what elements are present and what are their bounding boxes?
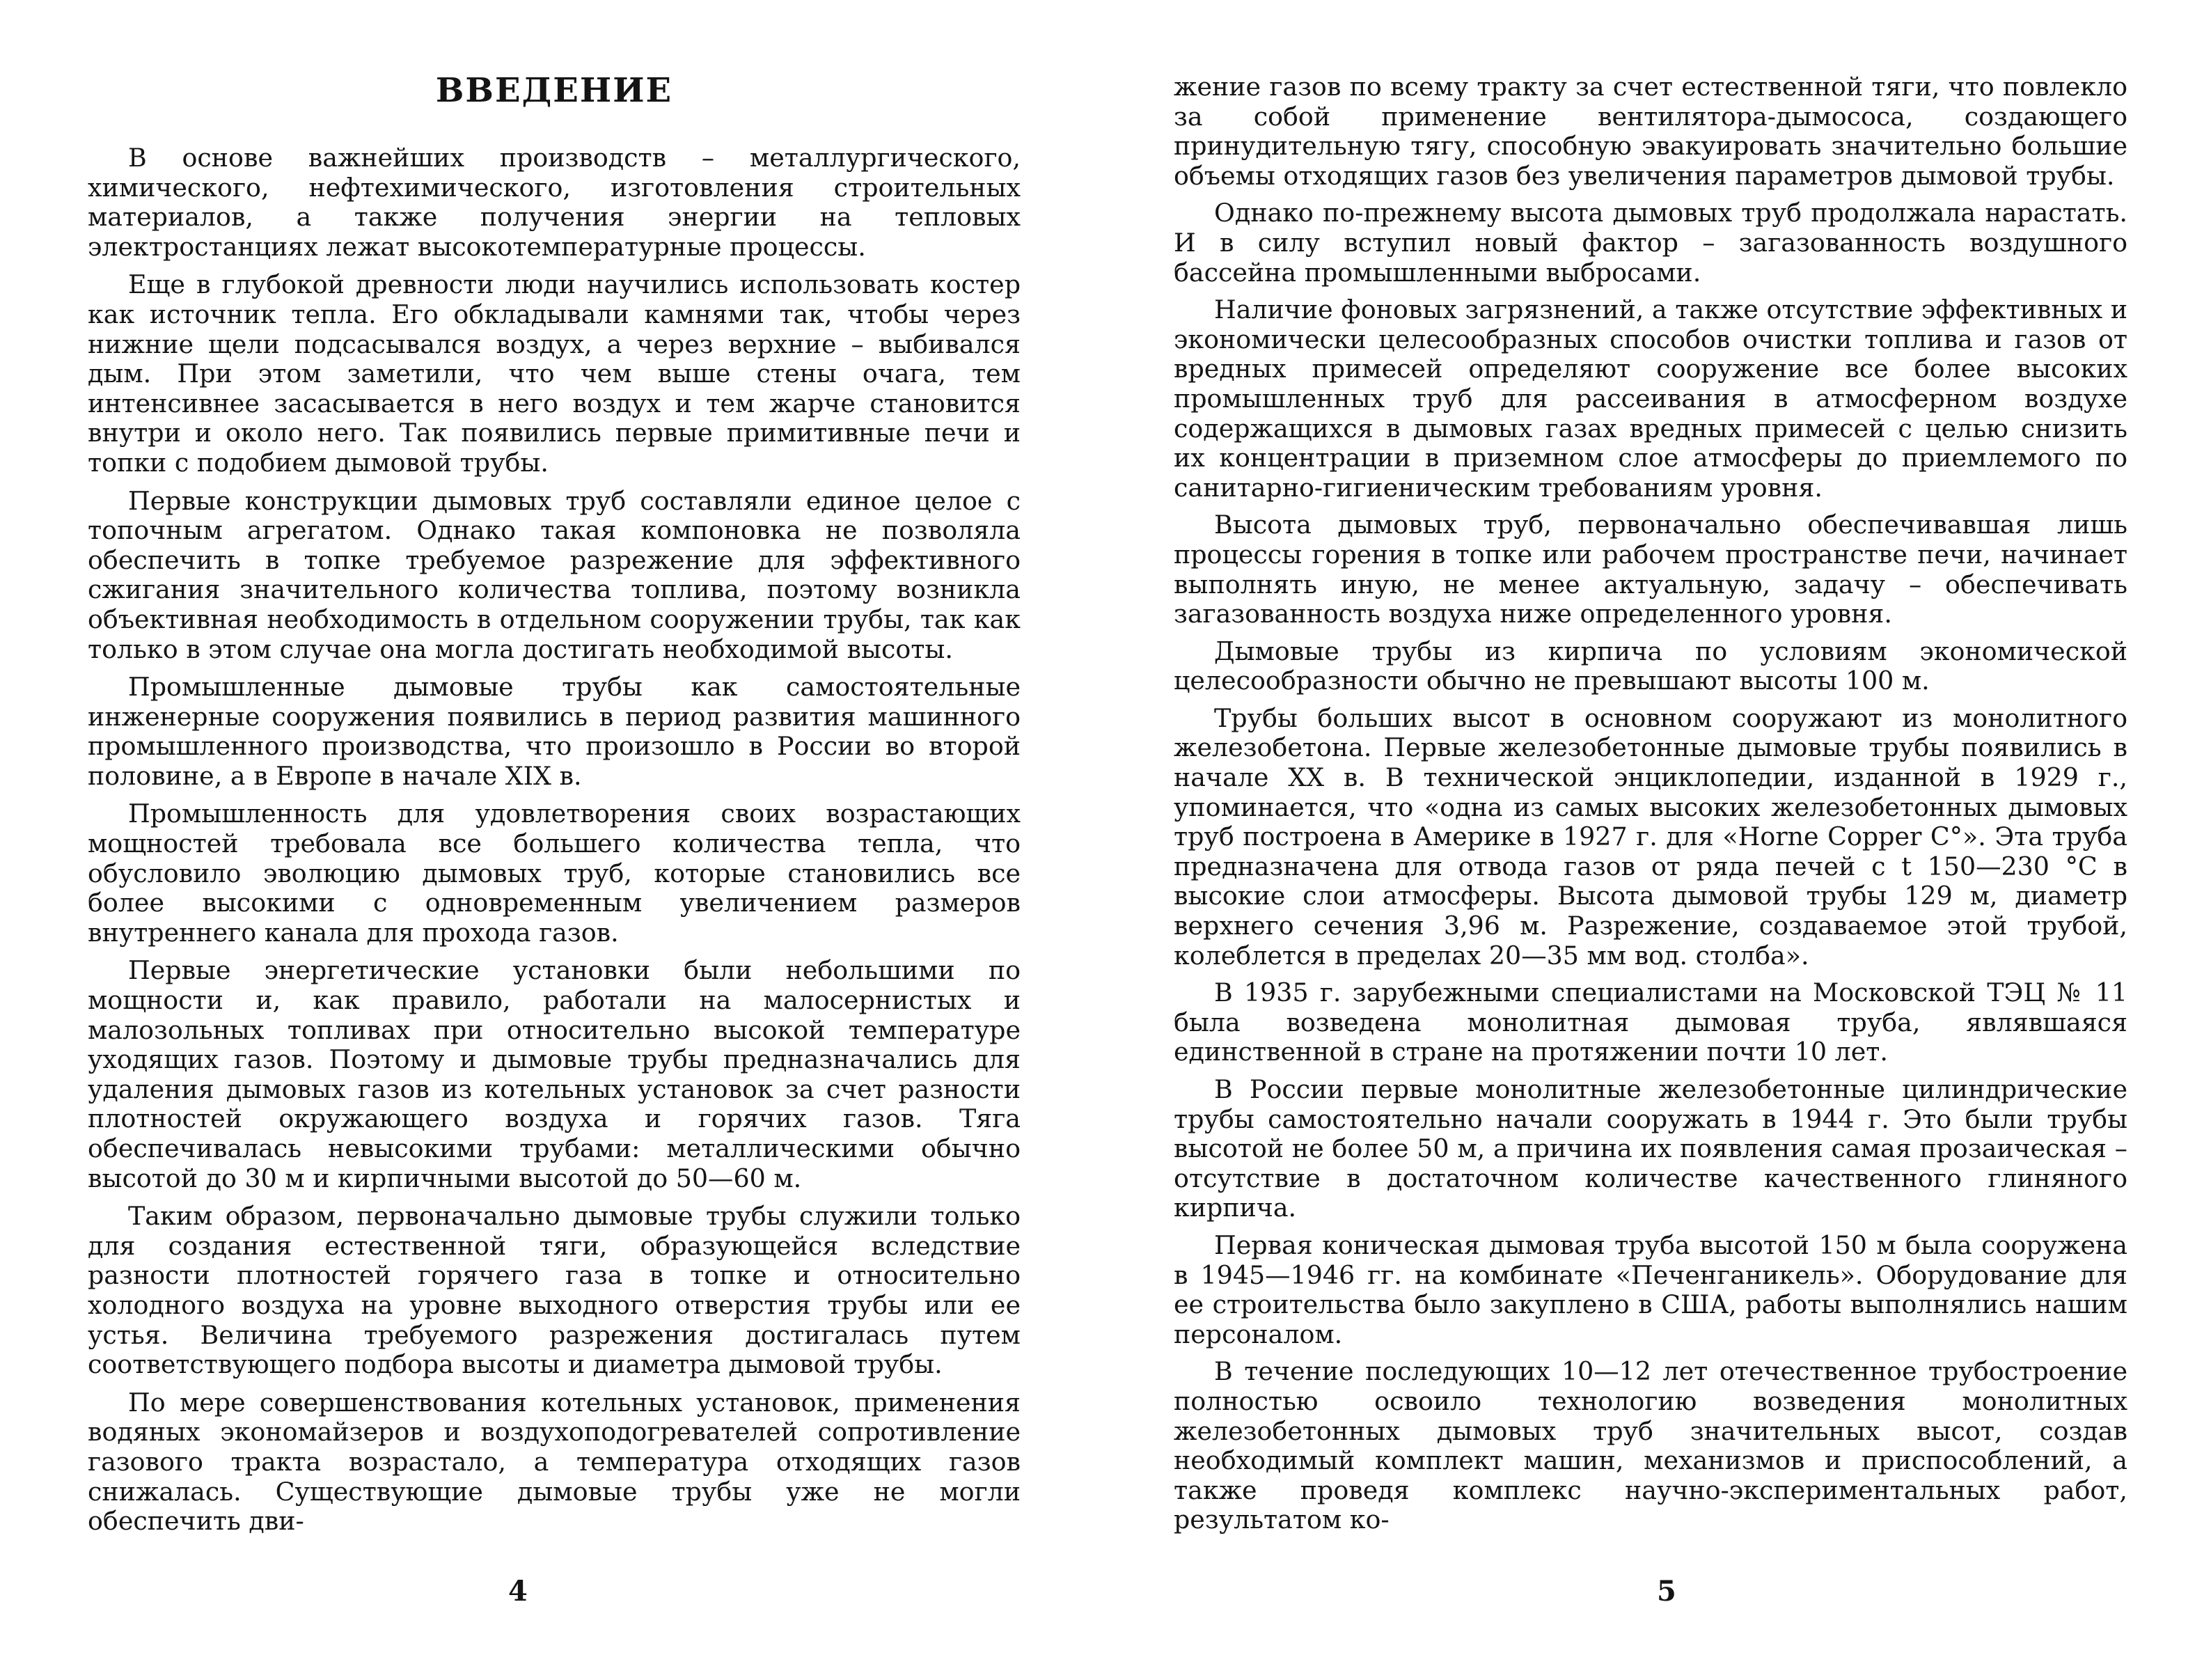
paragraph: Промышленность для удовлетворения своих возрастающих мощностей требовала все большего количества тепла, что обусловило эволюцию дымовых труб, которые становились все более высокими с одновременным увеличением размеров внутреннего канала для прохода газов. [88, 799, 1021, 948]
paragraph: Первые энергетические установки были небольшими по мощности и, как правило, работали на малосернистых и малозольных топливах при относительно высокой температуре уходящих газов. Поэтому и дымовые трубы предназначались для удаления дымовых газов из котельных установок за счет разности плотностей окружающего воздуха и горячих газов. Тяга обеспечивалась невысокими трубами: металлическими обычно высотой до 30 м и кирпичными высотой до 50—60 м. [88, 955, 1021, 1193]
page-number-right: 5 [1657, 1575, 1676, 1608]
paragraph: В основе важнейших производств – металлургического, химического, нефтехимического, изготовления строительных материалов, а также получения энергии на тепловых электростанциях лежат высокотемпературные процессы. [88, 143, 1021, 262]
paragraph-continuation: жение газов по всему тракту за счет естественной тяги, что повлекло за собой применение вентилятора-дымососа, создающего принудительную тягу, способную эвакуировать значительно большие объемы отходящих газов без увеличения параметров дымовой трубы. [1174, 72, 2127, 191]
paragraph: Еще в глубокой древности люди научились использовать костер как источник тепла. Его обкладывали камнями так, чтобы через нижние щели подсасывался воздух, а через верхние – выбивался дым. При этом заметили, что чем выше стены очага, тем интенсивнее засасывается в него воздух и тем жарче становится внутри и около него. Так появились первые примитивные печи и топки с подобием дымовой трубы. [88, 269, 1021, 478]
paragraph: Трубы больших высот в основном сооружают из монолитного железобетона. Первые железобетонные дымовые трубы появились в начале XX в. В технической энциклопедии, изданной в 1929 г., упоминается, что «одна из самых высоких железобетонных дымовых труб построена в Америке в 1927 г. для «Horne Copper C°». Эта труба предназначена для отвода газов от ряда печей с t 150—230 °C в высокие слои атмосферы. Высота дымовой трубы 129 м, диаметр верхнего сечения 3,96 м. Разрежение, создаваемое этой трубой, колеблется в пределах 20—35 мм вод. столба». [1174, 702, 2127, 971]
paragraph: Высота дымовых труб, первоначально обеспечивавшая лишь процессы горения в топке или рабочем пространстве печи, начинает выполнять иную, не менее актуальную, задачу – обеспечивать загазованность воздуха ниже определенного уровня. [1174, 510, 2127, 629]
paragraph: Таким образом, первоначально дымовые трубы служили только для создания естественной тяги, образующейся вследствие разности плотностей горячего газа в топке и относительно холодного воздуха на уровне выходного отверстия трубы или ее устья. Величина требуемого разрежения достигалась путем соответствующего подбора высоты и диаметра дымовой трубы. [88, 1201, 1021, 1380]
paragraph: Наличие фоновых загрязнений, а также отсутствие эффективных и экономически целесообразных способов очистки топлива и газов от вредных примесей определяют сооружение все более высоких промышленных труб для рассеивания в атмосферном воздухе содержащихся в дымовых газах вредных примесей с целью снизить их концентрации в приземном слое атмосферы до приемлемого по санитарно-гигиеническим требованиям уровня. [1174, 295, 2127, 503]
paragraph: Однако по-прежнему высота дымовых труб продолжала нарастать. И в силу вступил новый фактор – загазованность воздушного бассейна промышленными выбросами. [1174, 198, 2127, 288]
paragraph: Промышленные дымовые трубы как самостоятельные инженерные сооружения появились в период развития машинного промышленного производства, что произошло в России во второй половине, а в Европе в начале XIX в. [88, 672, 1021, 791]
paragraph: В 1935 г. зарубежными специалистами на Московской ТЭЦ № 11 была возведена монолитная дымовая труба, являвшаяся единственной в стране на протяжении почти 10 лет. [1174, 978, 2127, 1067]
right-page-text [1174, 0, 2127, 1535]
paragraph: Первая коническая дымовая труба высотой 150 м была сооружена в 1945—1946 гг. на комбинате «Печенганикель». Оборудование для ее строительства было закуплено в США, работы выполнялись нашим персоналом. [1174, 1230, 2127, 1349]
right-page [1174, 0, 2127, 1543]
left-page-text [88, 143, 1021, 1537]
paragraph: В течение последующих 10—12 лет отечественное трубостроение полностью освоило технологию возведения монолитных железобетонных дымовых труб значительных высот, создав необходимый комплект машин, механизмов и приспособлений, а также проведя комплекс научно-экспериментальных работ, результатом ко- [1174, 1356, 2127, 1535]
left-page [88, 0, 1021, 1545]
paragraph: По мере совершенствования котельных установок, применения водяных экономайзеров и воздухоподогревателей сопротивление газового тракта возрастало, а температура отходящих газов снижалась. Существующие дымовые трубы уже не могли обеспечить дви- [88, 1387, 1021, 1537]
paragraph: Дымовые трубы из кирпича по условиям экономической целесообразности обычно не превышают высоты 100 м. [1174, 636, 2127, 696]
paragraph: В России первые монолитные железобетонные цилиндрические трубы самостоятельно начали сооружать в 1944 г. Это были трубы высотой не более 50 м, а причина их появления самая прозаическая – отсутствие в достаточном количестве качественного глиняного кирпича. [1174, 1074, 2127, 1223]
chapter-heading: ВВЕДЕНИЕ [435, 71, 673, 110]
page-number-left: 4 [508, 1575, 528, 1608]
paragraph: Первые конструкции дымовых труб составляли единое целое с топочным агрегатом. Однако такая компоновка не позволяла обеспечить в топке требуемое разрежение для эффективного сжигания значительного количества топлива, поэтому возникла объективная необходимость в отдельном сооружении трубы, так как только в этом случае она могла достигать необходимой высоты. [88, 485, 1021, 664]
